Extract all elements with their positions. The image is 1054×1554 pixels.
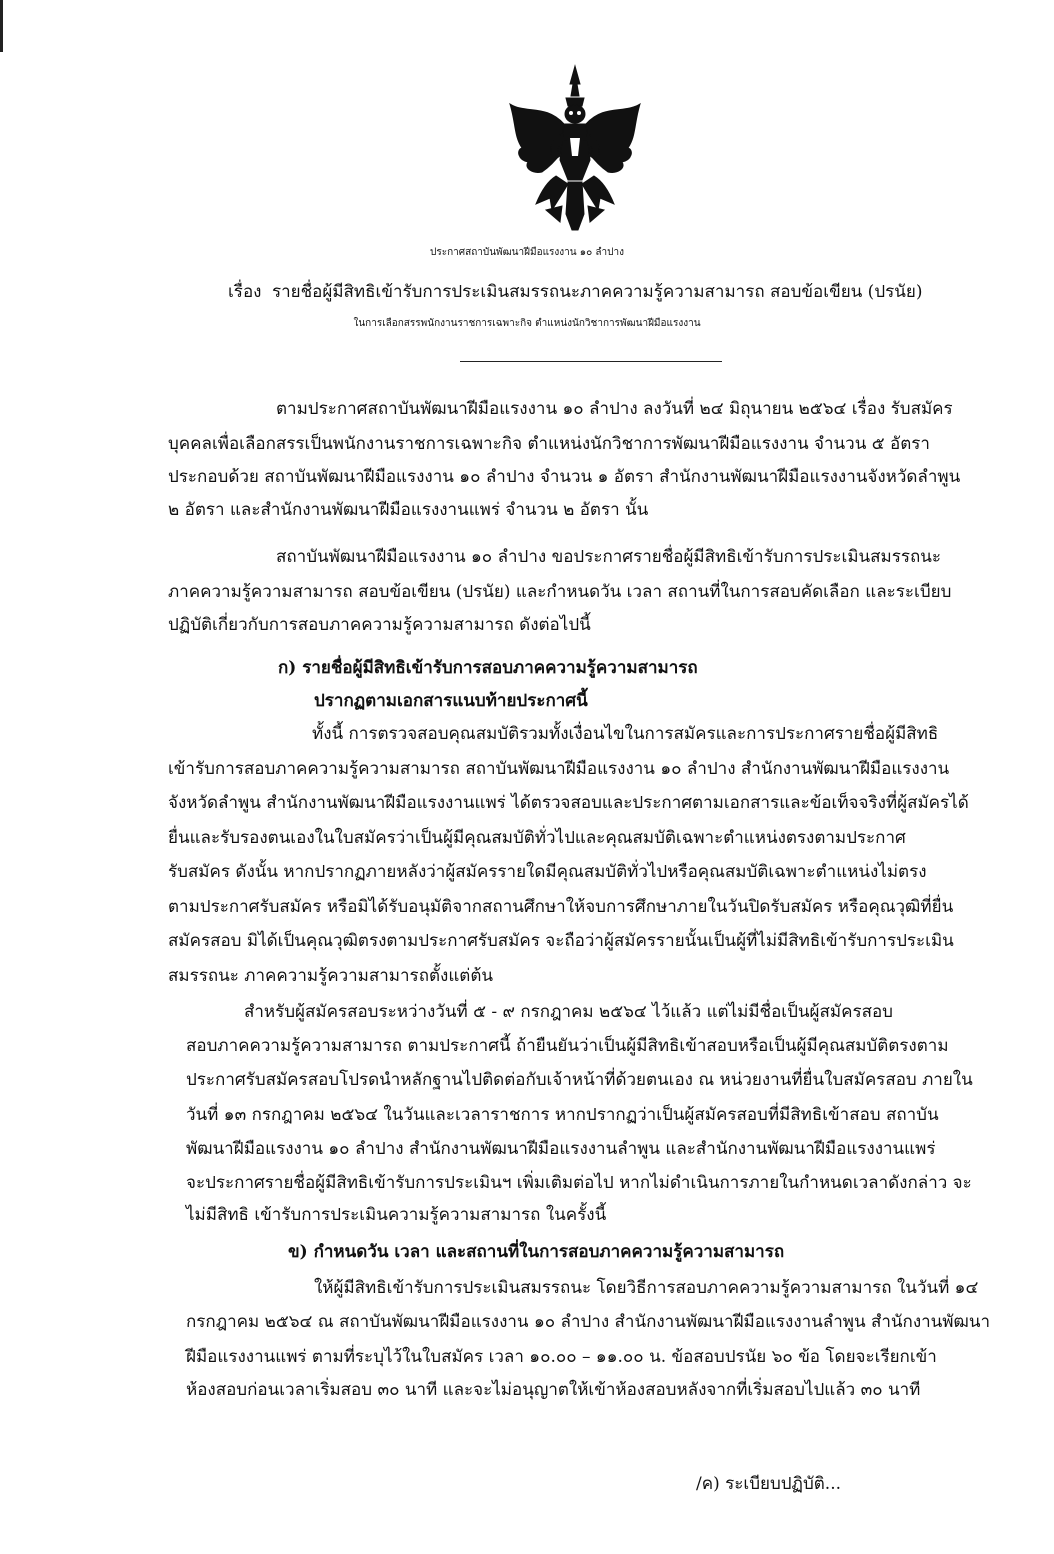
continuation-note: /ค) ระเบียบปฏิบัติ... — [696, 1474, 841, 1494]
section-a-line: พัฒนาฝีมือแรงงาน ๑๐ ลำปาง สำนักงานพัฒนาฝีมือแรงงานลำพูน และสำนักงานพัฒนาฝีมือแรงงานแพร่ — [186, 1139, 936, 1159]
announcement-title: ประกาศสถาบันพัฒนาฝีมือแรงงาน ๑๐ ลำปาง — [429, 247, 625, 258]
section-a-line: สอบภาคความรู้ความสามารถ ตามประกาศนี้ ถ้ายืนยันว่าเป็นผู้มีสิทธิเข้าสอบหรือเป็นผู้มีคุณสมบัติตรงตาม — [186, 1036, 949, 1056]
section-b-heading: ข) กำหนดวัน เวลา และสถานที่ในการสอบภาคความรู้ความสามารถ — [288, 1242, 785, 1262]
section-a-line: จะประกาศรายชื่อผู้มีสิทธิเข้ารับการประเมินฯ เพิ่มเติมต่อไป หากไม่ดำเนินการภายในกำหนดเวลาดังกล่าว จะ — [186, 1173, 972, 1193]
section-a-line: ประกาศรับสมัครสอบโปรดนำหลักฐานไปติดต่อกับเจ้าหน้าที่ด้วยตนเอง ณ หน่วยงานที่ยื่นใบสมัครสอบ ภายใน — [186, 1070, 973, 1090]
section-b-line: ให้ผู้มีสิทธิเข้ารับการประเมินสมรรถนะ โดยวิธีการสอบภาคความรู้ความสามารถ ในวันที่ ๑๔ — [314, 1278, 979, 1298]
para2-line: ปฏิบัติเกี่ยวกับการสอบภาคความรู้ความสามารถ ดังต่อไปนี้ — [168, 615, 591, 635]
para1-line: ประกอบด้วย สถาบันพัฒนาฝีมือแรงงาน ๑๐ ลำปาง จำนวน ๑ อัตรา สำนักงานพัฒนาฝีมือแรงงานจังหวัดลำพูน — [168, 467, 961, 487]
section-a-line: ทั้งนี้ การตรวจสอบคุณสมบัติรวมทั้งเงื่อนไขในการสมัครและการประกาศรายชื่อผู้มีสิทธิ — [312, 724, 939, 744]
header-divider — [460, 361, 722, 362]
para2-line: สถาบันพัฒนาฝีมือแรงงาน ๑๐ ลำปาง ขอประกาศรายชื่อผู้มีสิทธิเข้ารับการประเมินสมรรถนะ — [276, 547, 942, 567]
section-a-line: จังหวัดลำพูน สำนักงานพัฒนาฝีมือแรงงานแพร่ ได้ตรวจสอบและประกาศตามเอกสารและข้อเท็จจริงที่ผู้สมัครได้ — [168, 793, 969, 813]
section-a-line: สมัครสอบ มิได้เป็นคุณวุฒิตรงตามประกาศรับสมัคร จะถือว่าผู้สมัครรายนั้นเป็นผู้ที่ไม่มีสิทธิเข้ารับการประเมิน — [168, 931, 954, 951]
section-a-line: ไม่มีสิทธิ เข้ารับการประเมินความรู้ความสามารถ ในครั้งนี้ — [186, 1205, 607, 1225]
para1-line: ตามประกาศสถาบันพัฒนาฝีมือแรงงาน ๑๐ ลำปาง ลงวันที่ ๒๔ มิถุนายน ๒๕๖๔ เรื่อง รับสมัคร — [276, 399, 953, 419]
garuda-emblem-icon — [506, 64, 644, 236]
section-a-line: สมรรถนะ ภาคความรู้ความสามารถตั้งแต่ต้น — [168, 966, 493, 986]
section-a-heading-line2: ปรากฏตามเอกสารแนบท้ายประกาศนี้ — [314, 691, 588, 711]
para2-line: ภาคความรู้ความสามารถ สอบข้อเขียน (ปรนัย) และกำหนดวัน เวลา สถานที่ในการสอบคัดเลือก และระเบียบ — [168, 582, 952, 602]
section-a-line: เข้ารับการสอบภาคความรู้ความสามารถ สถาบันพัฒนาฝีมือแรงงาน ๑๐ ลำปาง สำนักงานพัฒนาฝีมือแรงงาน — [168, 759, 950, 779]
section-a-line: วันที่ ๑๓ กรกฎาคม ๒๕๖๔ ในวันและเวลาราชการ หากปรากฏว่าเป็นผู้สมัครสอบที่มีสิทธิเข้าสอบ สถาบัน — [186, 1105, 939, 1125]
section-a-line: ตามประกาศรับสมัคร หรือมิได้รับอนุมัติจากสถานศึกษาให้จบการศึกษาภายในวันปิดรับสมัคร หรือคุณวุฒิที่ยื่น — [168, 897, 954, 917]
subject-text-line2: ในการเลือกสรรพนักงานราชการเฉพาะกิจ ตำแหน่งนักวิชาการพัฒนาฝีมือแรงงาน — [353, 318, 701, 329]
section-a-heading: ก) รายชื่อผู้มีสิทธิเข้ารับการสอบภาคความรู้ความสามารถ — [278, 658, 698, 678]
para1-line: บุคคลเพื่อเลือกสรรเป็นพนักงานราชการเฉพาะกิจ ตำแหน่งนักวิชาการพัฒนาฝีมือแรงงาน จำนวน ๕ อัตรา — [168, 434, 930, 454]
subject-text: รายชื่อผู้มีสิทธิเข้ารับการประเมินสมรรถนะภาคความรู้ความสามารถ สอบข้อเขียน (ปรนัย) — [272, 282, 923, 302]
section-b-line: กรกฎาคม ๒๕๖๔ ณ สถาบันพัฒนาฝีมือแรงงาน ๑๐ ลำปาง สำนักงานพัฒนาฝีมือแรงงานลำพูน สำนักงานพัฒนา — [186, 1312, 991, 1332]
para1-line: ๒ อัตรา และสำนักงานพัฒนาฝีมือแรงงานแพร่ จำนวน ๒ อัตรา นั้น — [168, 500, 649, 520]
subject-label: เรื่อง — [228, 282, 262, 302]
section-b-line: ห้องสอบก่อนเวลาเริ่มสอบ ๓๐ นาที และจะไม่อนุญาตให้เข้าห้องสอบหลังจากที่เริ่มสอบไปแล้ว ๓๐ นาที — [186, 1380, 921, 1400]
section-a-line: รับสมัคร ดังนั้น หากปรากฏภายหลังว่าผู้สมัครรายใดมีคุณสมบัติทั่วไปหรือคุณสมบัติเฉพาะตำแหน่งไม่ตรง — [168, 862, 927, 882]
section-a-line: ยื่นและรับรองตนเองในใบสมัครว่าเป็นผู้มีคุณสมบัติทั่วไปและคุณสมบัติเฉพาะตำแหน่งตรงตามประกาศ — [168, 828, 906, 848]
page-edge — [0, 0, 3, 52]
section-a-line: สำหรับผู้สมัครสอบระหว่างวันที่ ๕ - ๙ กรกฎาคม ๒๕๖๔ ไว้แล้ว แต่ไม่มีชื่อเป็นผู้สมัครสอบ — [244, 1002, 893, 1022]
section-b-line: ฝีมือแรงงานแพร่ ตามที่ระบุไว้ในใบสมัคร เวลา ๑๐.๐๐ – ๑๑.๐๐ น. ข้อสอบปรนัย ๖๐ ข้อ โดยจะเรียกเข้า — [186, 1347, 937, 1367]
